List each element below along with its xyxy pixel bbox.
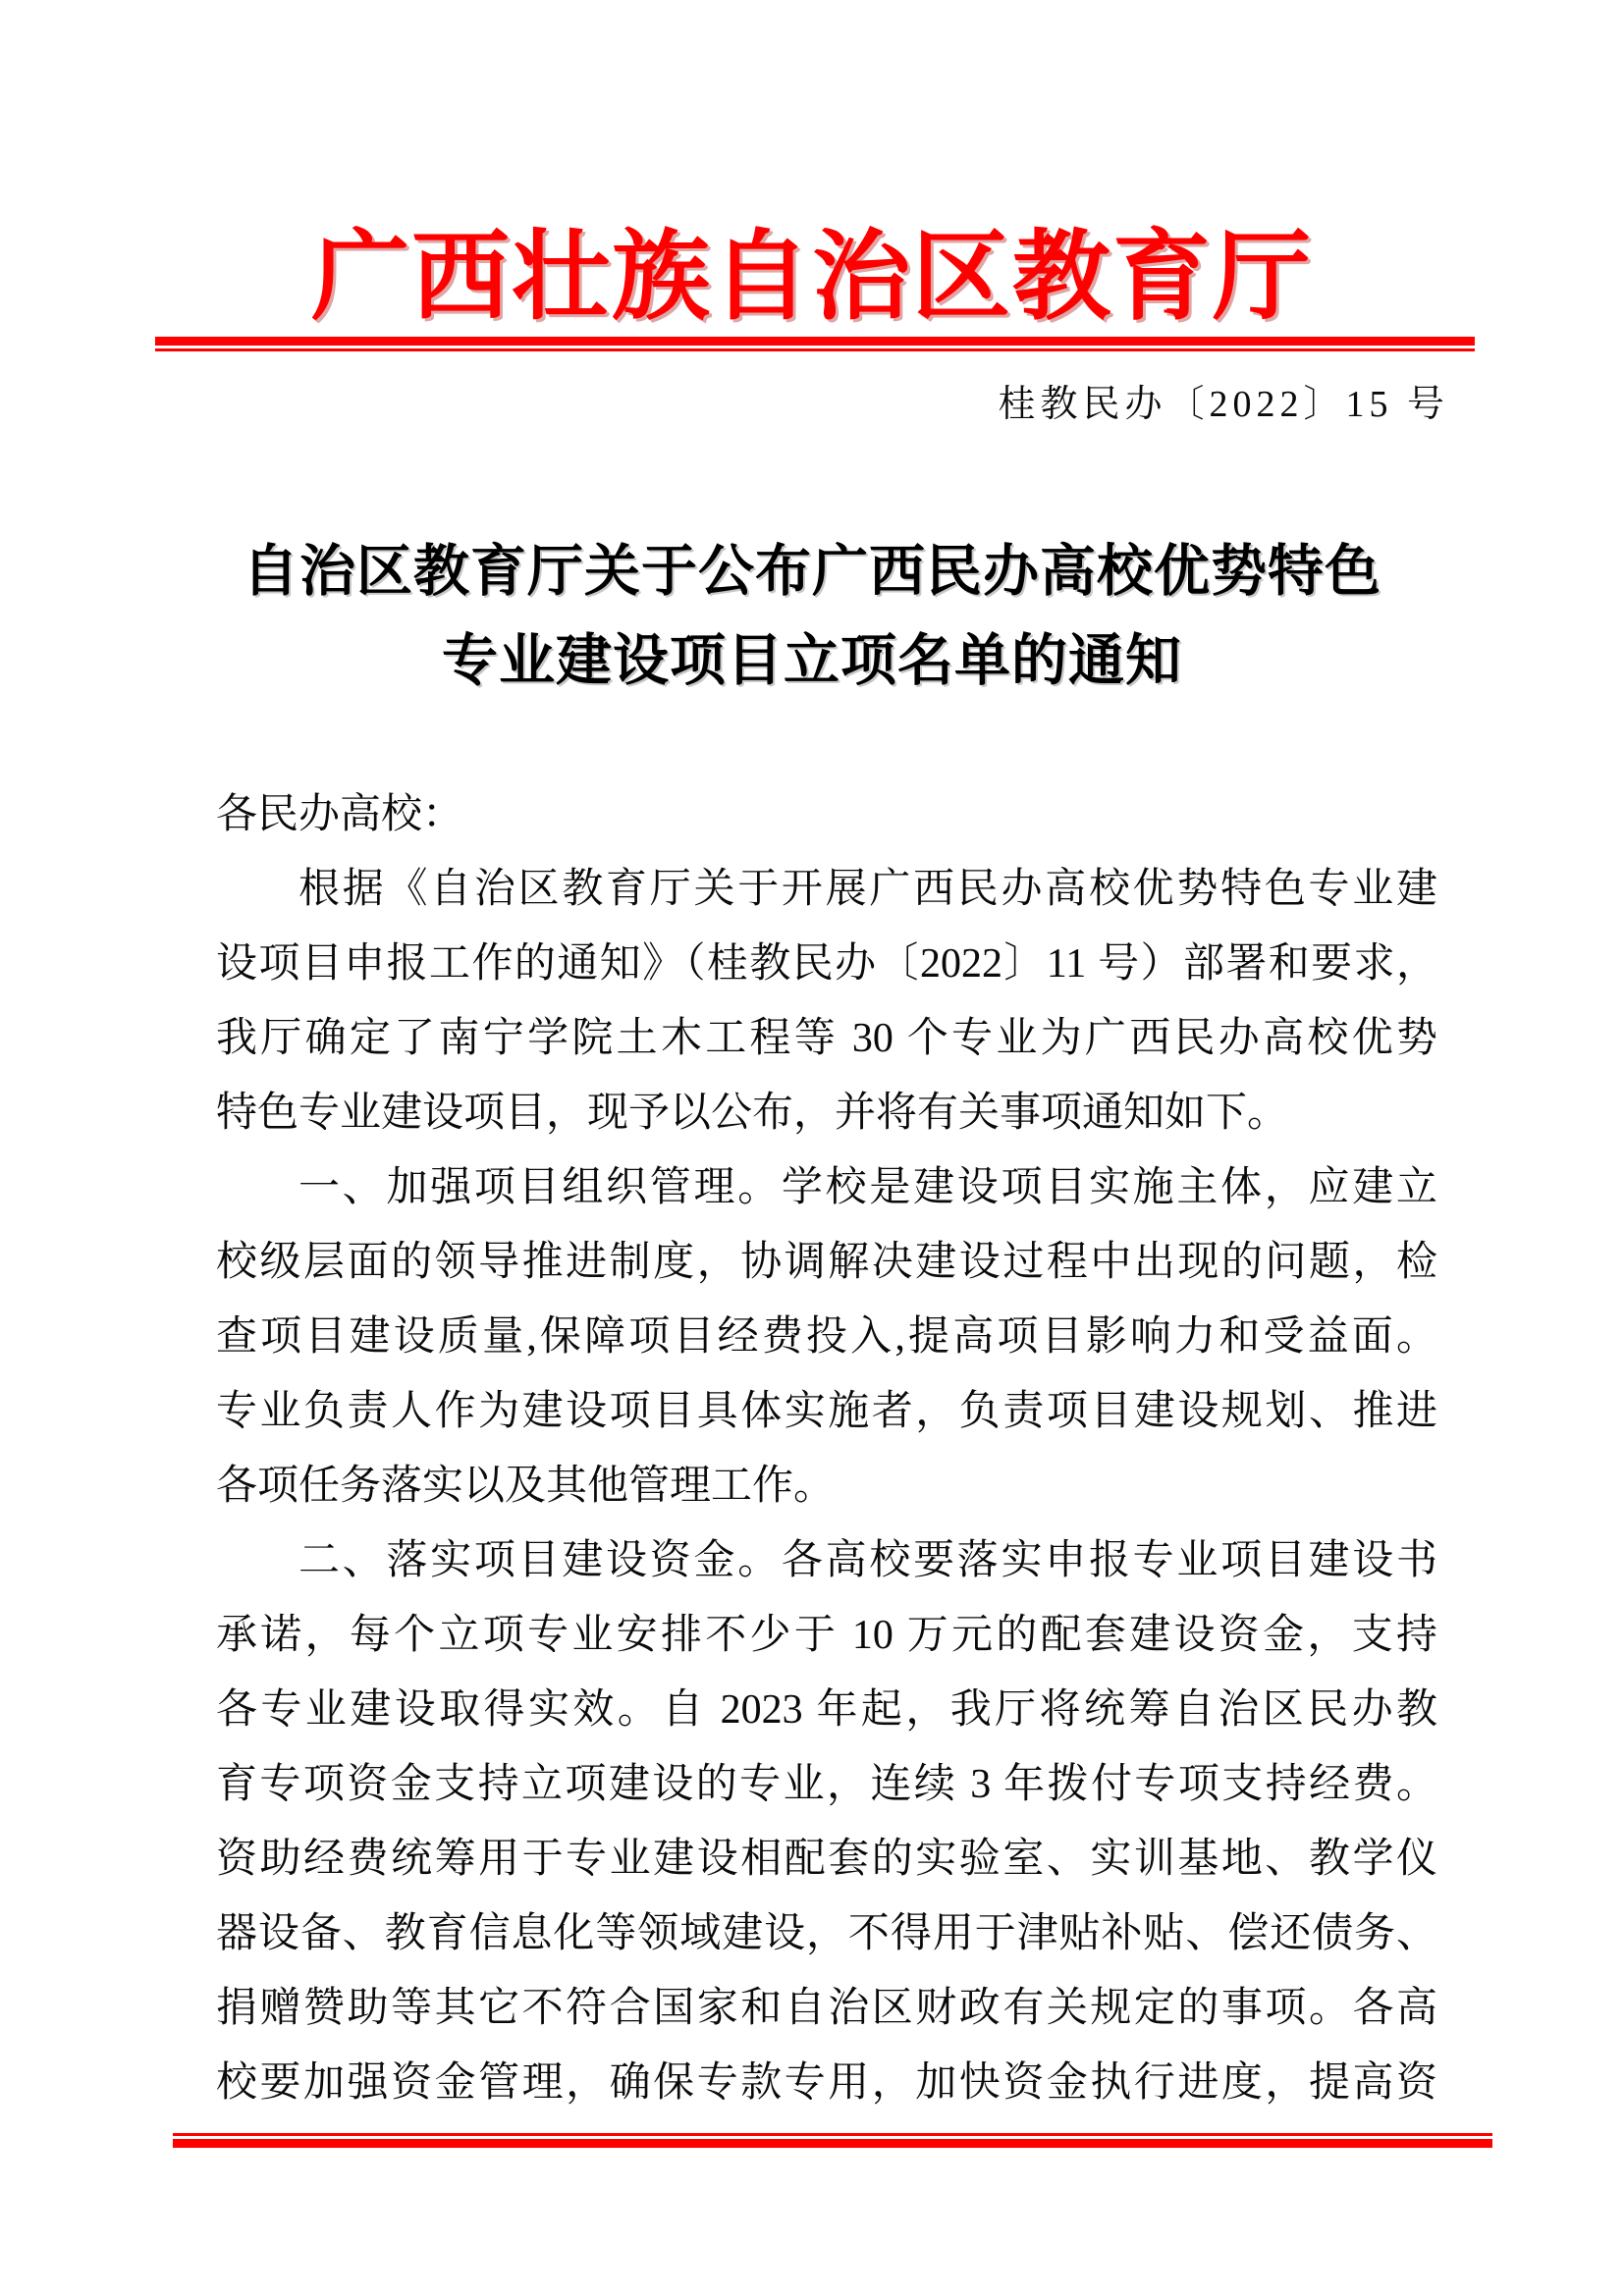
body-line: 各项任务落实以及其他管理工作。 [216, 1464, 836, 1509]
rule-thin-bar [155, 348, 1475, 351]
body-line: 特色专业建设项目，现予以公布，并将有关事项通知如下。 [216, 1091, 1289, 1136]
masthead-separator-rule [155, 337, 1475, 351]
document-title [0, 527, 1624, 706]
footer-separator-rule [173, 2133, 1492, 2148]
document-reference-number: 桂教民办〔2022〕15 号 [998, 384, 1449, 425]
rule-thick-bar [173, 2139, 1492, 2148]
body-line: 查项目建设质量,保障项目经费投入,提高项目影响力和受益面。 [216, 1314, 1437, 1360]
body-line: 各专业建设取得实效。自 2023 年起，我厅将统筹自治区民办教 [216, 1687, 1437, 1733]
body-line: 校级层面的领导推进制度，协调解决建设过程中出现的问题，检 [216, 1240, 1437, 1285]
body-line: 捐赠赞助等其它不符合国家和自治区财政有关规定的事项。各高 [216, 1986, 1437, 2031]
body-line: 育专项资金支持立项建设的专业，连续 3 年拨付专项支持经费。 [216, 1762, 1437, 1807]
rule-thick-bar [155, 337, 1475, 346]
body-line: 根据《自治区教育厅关于开展广西民办高校优势特色专业建 [298, 867, 1437, 912]
document-body [216, 777, 1437, 2120]
body-line: 各民办高校： [216, 792, 464, 837]
body-line: 一、加强项目组织管理。学校是建设项目实施主体，应建立 [298, 1165, 1437, 1210]
body-line: 专业负责人作为建设项目具体实施者，负责项目建设规划、推进 [216, 1389, 1437, 1434]
body-line: 我厅确定了南宁学院土木工程等 30 个专业为广西民办高校优势 [216, 1016, 1437, 1061]
body-line: 二、落实项目建设资金。各高校要落实申报专业项目建设书 [298, 1538, 1437, 1583]
body-line: 承诺，每个立项专业安排不少于 10 万元的配套建设资金，支持 [216, 1613, 1437, 1658]
body-line: 校要加强资金管理，确保专款专用，加快资金执行进度，提高资 [216, 2060, 1437, 2106]
agency-masthead-title: 广西壮族自治区教育厅 [311, 223, 1313, 332]
body-line: 器设备、教育信息化等领域建设，不得用于津贴补贴、偿还债务、 [216, 1911, 1437, 1956]
document-title-line-1: 自治区教育厅关于公布广西民办高校优势特色 [243, 541, 1381, 603]
document-title-line-2: 专业建设项目立项名单的通知 [442, 630, 1182, 692]
body-line: 设项目申报工作的通知》（桂教民办〔2022〕11 号）部署和要求， [216, 941, 1437, 987]
body-line: 资助经费统筹用于专业建设相配套的实验室、实训基地、教学仪 [216, 1837, 1437, 1882]
